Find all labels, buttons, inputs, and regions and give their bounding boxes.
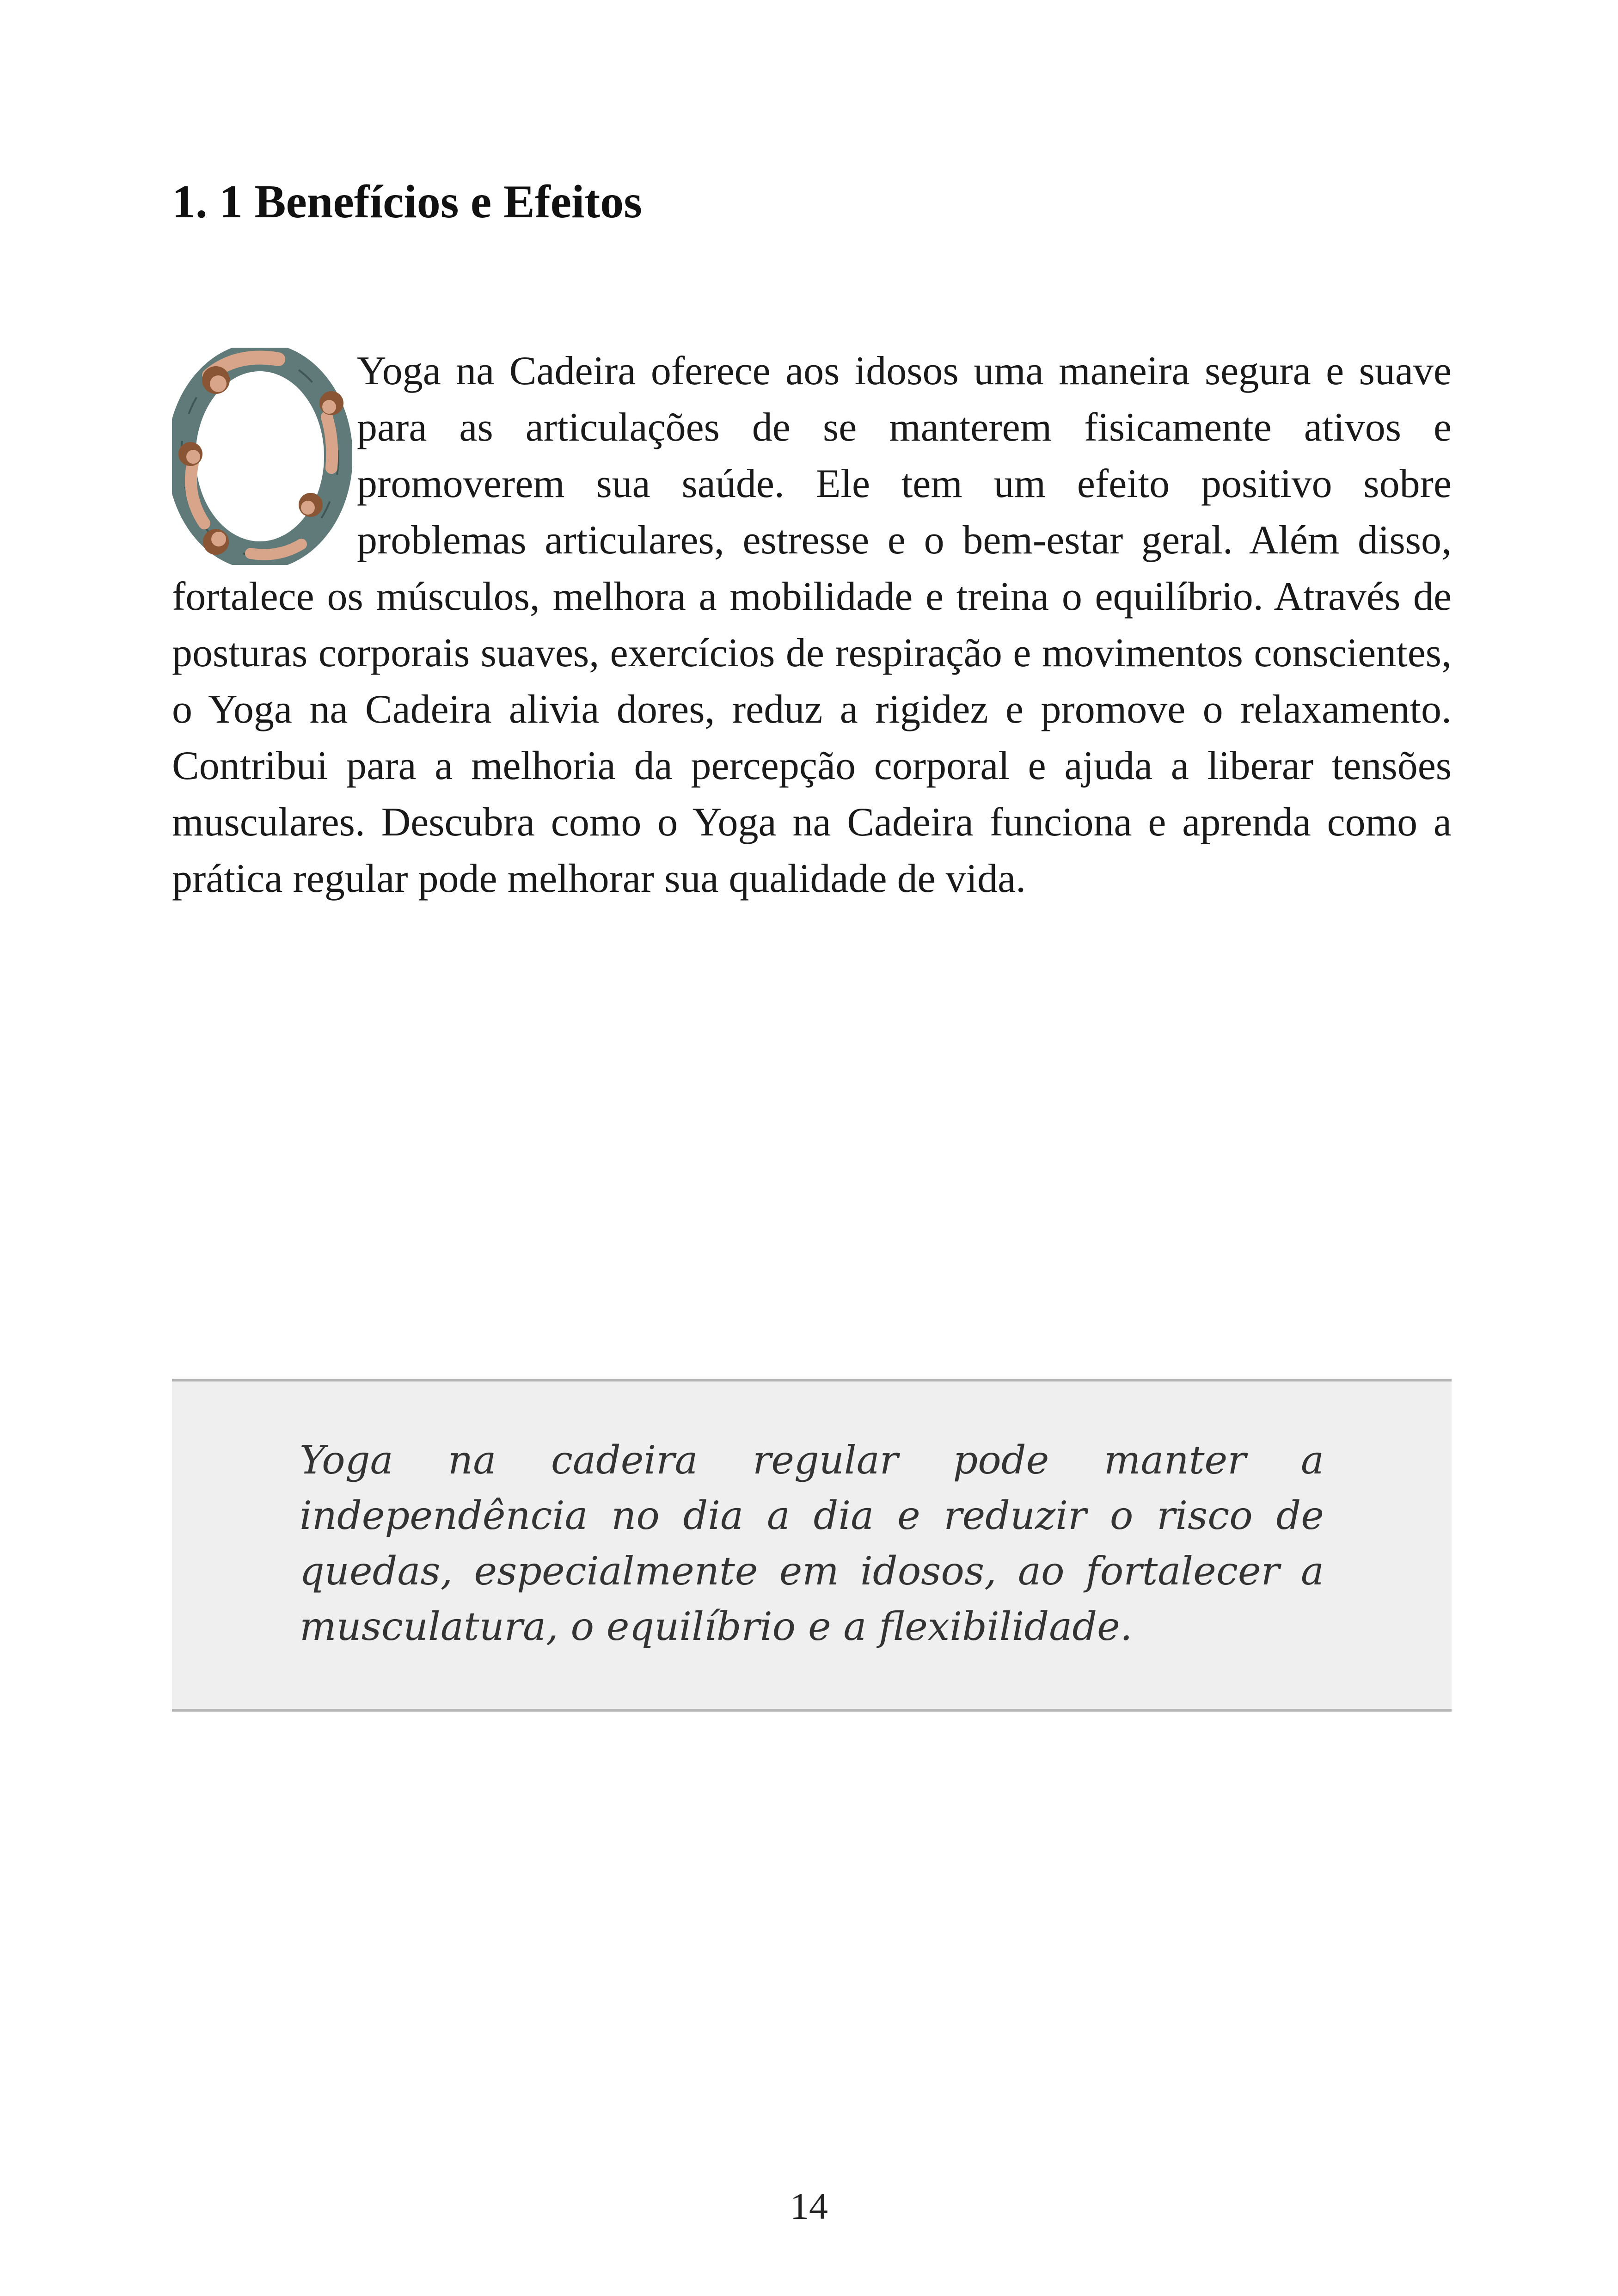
page-number: 14: [790, 2185, 828, 2227]
body-paragraph: [172, 343, 1452, 907]
callout-box: [172, 1379, 1452, 1712]
section-heading: 1. 1 Benefícios e Efeitos: [172, 176, 642, 228]
body-text: Yoga na Cadeira oferece aos idosos uma maneira segura e suave para as articulações de se manterem fisicamente ativos e promoverem sua saúde. Ele tem um efeito positivo sobre problemas articulares, estresse e o bem-estar geral. Além disso, fortalece os músculos, melhora a mobilidade e treina o equilíbrio. Através de posturas corporais suaves, exercícios de respiração e movimentos conscientes, o Yoga na Cadeira alivia dores, reduz a rigidez e promove o relaxamento. Contribui para a melhoria da percepção corporal e ajuda a liberar tensões musculares. Descubra como o Yoga na Cadeira funciona e aprenda como a prática regular pode melhorar sua qualidade de vida.: [172, 349, 1452, 901]
callout-text: Yoga na cadeira regular pode manter a independência no dia a dia e reduzir o risco de quedas, especialmente em idosos, ao fortalecer a musculatura, o equilíbrio e a flexibilidade.: [300, 1437, 1324, 1649]
yoga-figures-letter-o-icon: [172, 348, 352, 565]
drop-cap: [172, 348, 352, 565]
